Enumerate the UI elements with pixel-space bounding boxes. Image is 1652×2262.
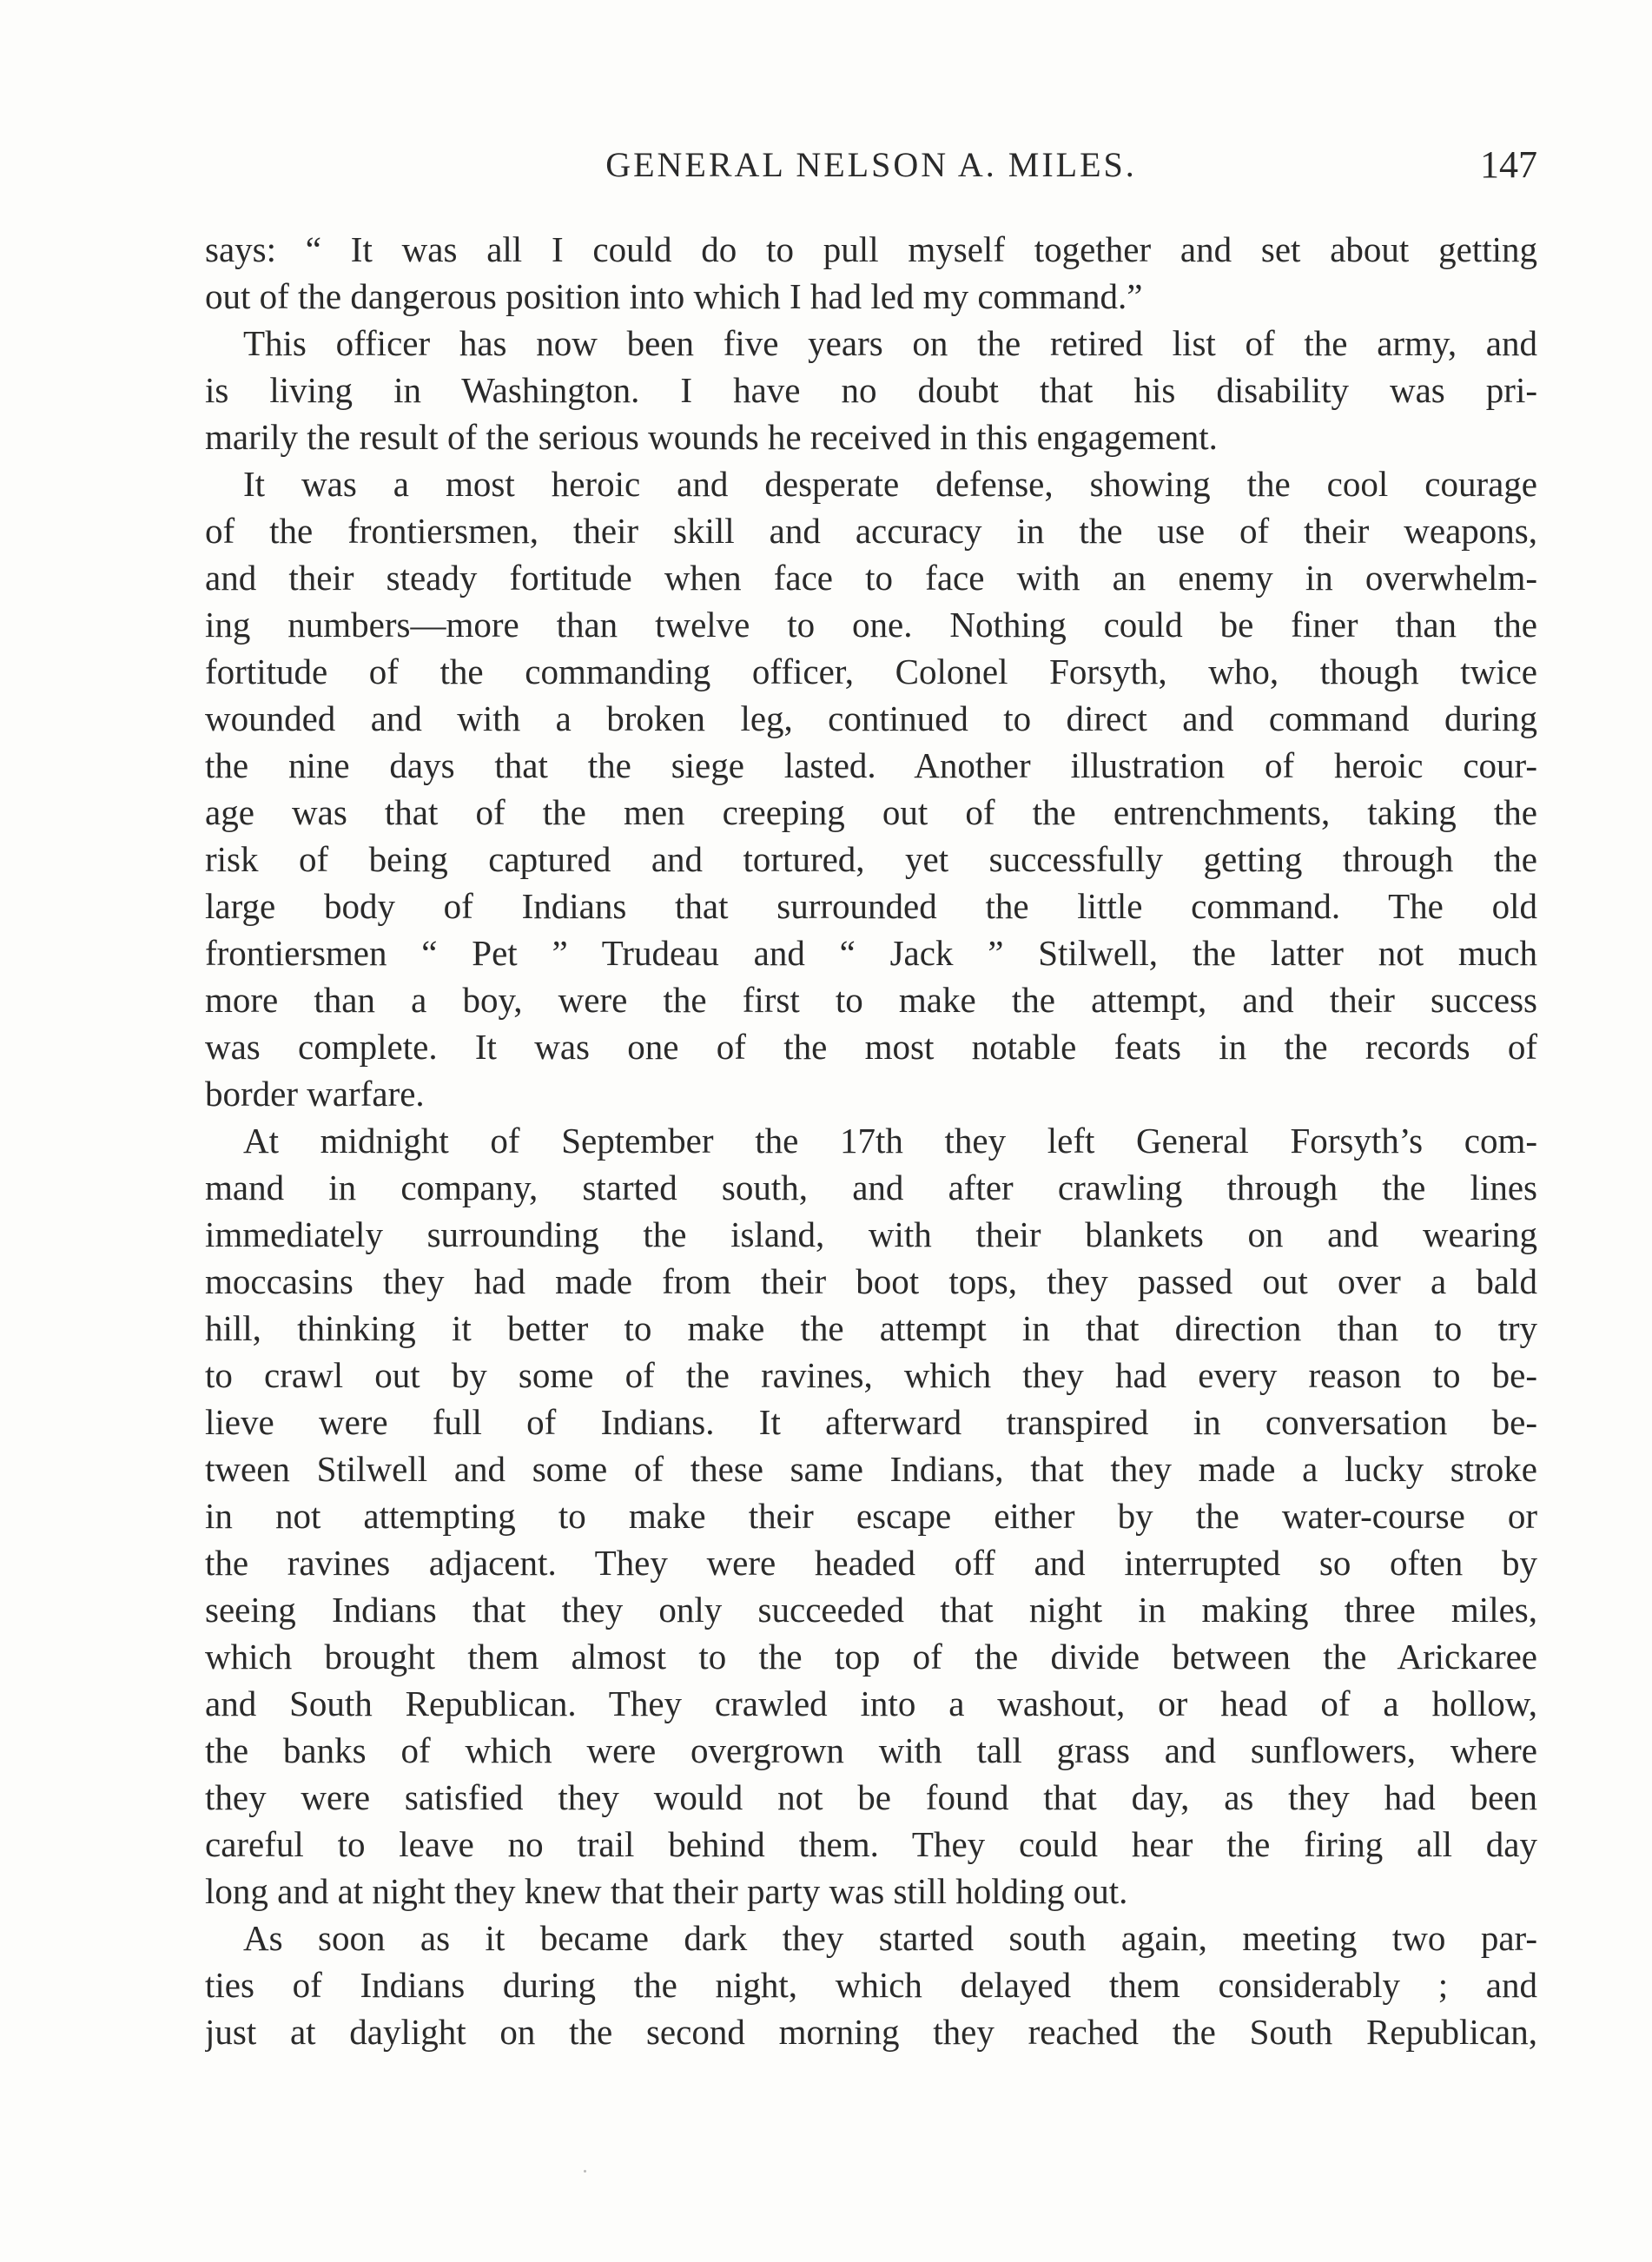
text-line: in not attempting to make their escape either by the water-course or [205, 1496, 1537, 1536]
text-line: wounded and with a broken leg, continued to direct and command during [205, 698, 1537, 738]
text-line: lieve were full of Indians. It afterward transpired in conversation be- [205, 1402, 1537, 1442]
text-line: It was a most heroic and desperate defense, showing the cool courage [243, 464, 1537, 504]
text-line: and South Republican. They crawled into a washout, or head of a hollow, [205, 1683, 1537, 1723]
text-line: fortitude of the commanding officer, Colonel Forsyth, who, though twice [205, 651, 1537, 691]
text-line: of the frontiersmen, their skill and accuracy in the use of their weapons, [205, 511, 1537, 551]
text-line: long and at night they knew that their party was still holding out. [205, 1871, 1128, 1911]
paper-speck [584, 2170, 586, 2173]
text-line: careful to leave no trail behind them. They could hear the firing all day [205, 1824, 1537, 1864]
text-line: they were satisfied they would not be found that day, as they had been [205, 1777, 1537, 1817]
text-line: more than a boy, were the first to make the attempt, and their success [205, 980, 1537, 1020]
text-line: the banks of which were overgrown with tall grass and sunflowers, where [205, 1730, 1537, 1770]
text-line: This officer has now been five years on the retired list of the army, and [243, 323, 1537, 363]
text-line: says: “ It was all I could do to pull myself together and set about getting [205, 229, 1537, 269]
text-line: age was that of the men creeping out of the entrenchments, taking the [205, 792, 1537, 832]
text-line: immediately surrounding the island, with their blankets on and wearing [205, 1214, 1537, 1254]
text-line: to crawl out by some of the ravines, which they had every reason to be- [205, 1355, 1537, 1395]
text-line: and their steady fortitude when face to face with an enemy in overwhelm- [205, 558, 1537, 598]
text-line: border warfare. [205, 1074, 425, 1114]
text-line: At midnight of September the 17th they left General Forsyth’s com- [243, 1121, 1537, 1161]
running-head [205, 139, 1537, 191]
text-line: risk of being captured and tortured, yet successfully getting through the [205, 839, 1537, 879]
page-number: 147 [1480, 143, 1537, 186]
text-line: just at daylight on the second morning they reached the South Republican, [205, 2012, 1537, 2052]
text-line: mand in company, started south, and after crawling through the lines [205, 1167, 1537, 1207]
text-line: As soon as it became dark they started south again, meeting two par- [243, 1918, 1537, 1958]
running-title: GENERAL NELSON A. MILES. [605, 145, 1137, 184]
text-line: large body of Indians that surrounded the little command. The old [205, 886, 1537, 926]
text-line: ing numbers—more than twelve to one. Nothing could be finer than the [205, 605, 1537, 645]
text-line: hill, thinking it better to make the attempt in that direction than to try [205, 1308, 1537, 1348]
text-line: moccasins they had made from their boot tops, they passed out over a bald [205, 1261, 1537, 1301]
body-text [205, 226, 1537, 2055]
text-line: was complete. It was one of the most notable feats in the records of [205, 1027, 1537, 1067]
text-line: ties of Indians during the night, which delayed them considerably ; and [205, 1965, 1537, 2005]
text-line: which brought them almost to the top of the divide between the Arickaree [205, 1637, 1537, 1677]
text-line: seeing Indians that they only succeeded that night in making three miles, [205, 1590, 1537, 1630]
text-line: the ravines adjacent. They were headed off and interrupted so often by [205, 1543, 1537, 1583]
text-line: tween Stilwell and some of these same Indians, that they made a lucky stroke [205, 1449, 1537, 1489]
text-line: marily the result of the serious wounds he received in this engagement. [205, 417, 1218, 457]
text-line: frontiersmen “ Pet ” Trudeau and “ Jack ” Stilwell, the latter not much [205, 933, 1537, 973]
text-line: is living in Washington. I have no doubt that his disability was pri- [205, 370, 1537, 410]
text-line: out of the dangerous position into which I had led my command.” [205, 276, 1143, 316]
text-line: the nine days that the siege lasted. Another illustration of heroic cour- [205, 745, 1537, 785]
